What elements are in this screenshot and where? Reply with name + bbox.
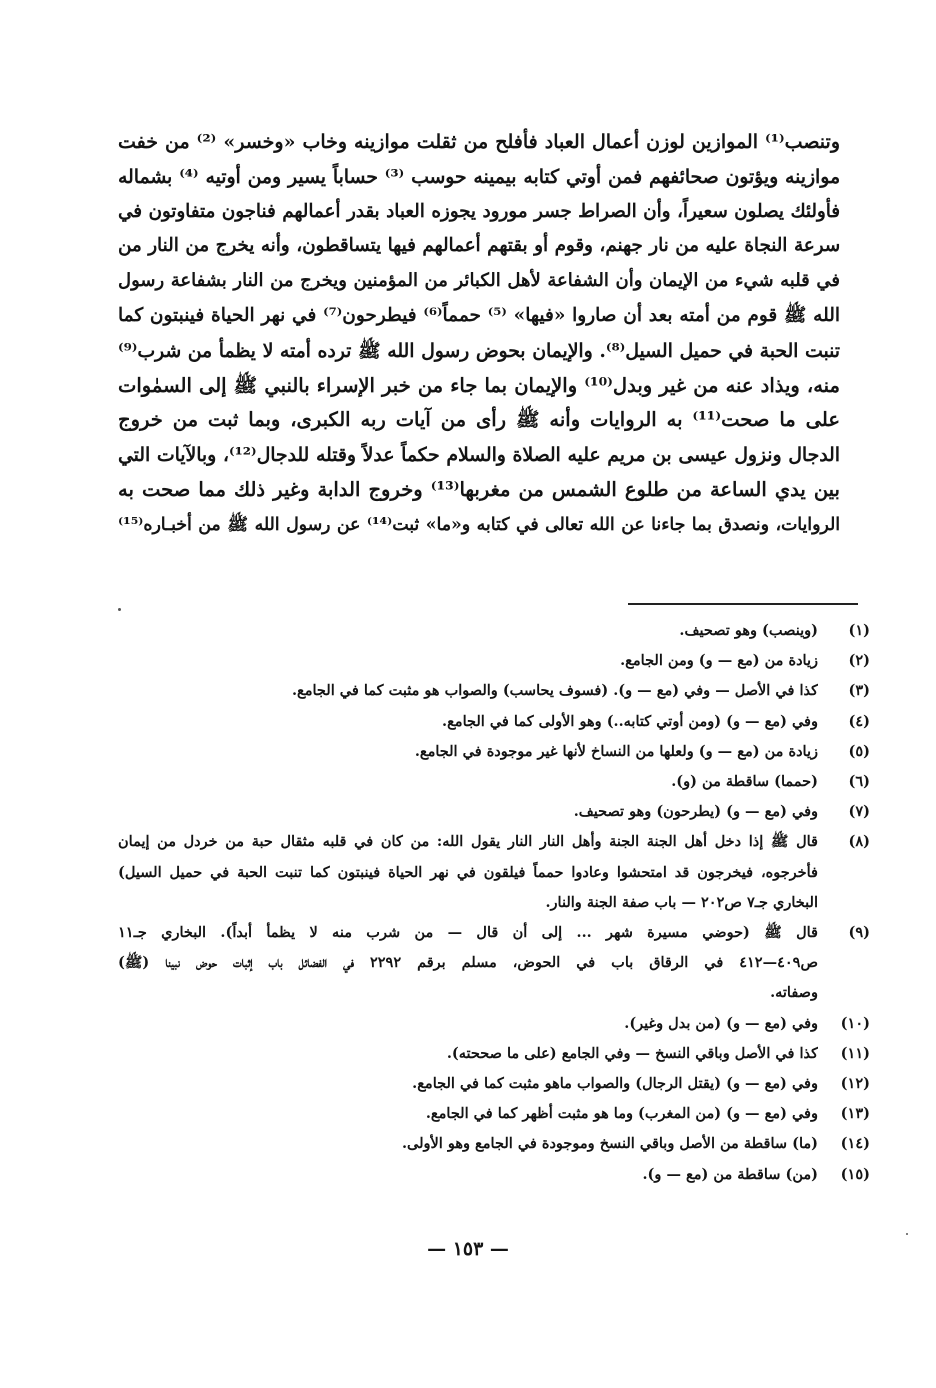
scan-speck [118, 608, 121, 611]
footnote [118, 767, 870, 797]
footnote-text [118, 1160, 818, 1190]
footnote-line: ص٤٠٩—٤١٢ في الرقاق باب في الحوض، مسلم برقم ٢٢٩٢ في الفضائل باب إثبات حوض نبينا (ﷺ) [118, 954, 818, 972]
footnote [118, 827, 870, 918]
body-line: موازينه ويؤتون صحائفهم فمن أوتي كتابه بيمينه حوسب ⁽³⁾ حساباً يسير ومن أوتيه ⁽⁴⁾ بشماله [118, 165, 840, 188]
footnote [118, 918, 870, 1009]
footnote-line: وفي (مع — و) (يقتل الرجال) والصواب ماهو مثبت كما في الجامع. [412, 1075, 818, 1093]
footnote-text [118, 1009, 818, 1039]
footnote-line: قال ﷺ (حوضي مسيرة شهر ... إلى أن قال — من شرب منه لا يظمأ أبداً). البخاري جـ١١ [118, 924, 818, 942]
footnote-number: (٣) [848, 682, 870, 700]
footnote [118, 676, 870, 706]
footnote-number: (١٤) [840, 1135, 870, 1153]
footnote-line: البخاري جـ٧ ص٢٠٢ — باب صفة الجنة والنار. [545, 893, 818, 911]
footnote [118, 1099, 870, 1129]
footnote-text [118, 827, 818, 918]
footnote-line: (ما) ساقطة من الأصل وباقي النسخ وموجودة في الجامع وهو الأولى. [401, 1135, 818, 1153]
footnote [118, 707, 870, 737]
footnote [118, 737, 870, 767]
footnote-line: زيادة من (مع — و) ومن الجامع. [620, 652, 818, 670]
body-line: وتنصب⁽¹⁾ الموازين لوزن أعمال العباد فأفلح من ثقلت موازينه وخاب «وخسر» ⁽²⁾ من خفت [118, 131, 840, 153]
footnote-number: (٧) [848, 803, 870, 821]
footnote [118, 646, 870, 676]
footnote-line: كذا في الأصل وباقي النسخ — وفي الجامع (على ما صححته). [446, 1044, 818, 1062]
footnote-line: وفي (مع — و) (ومن أوتي كتابه..) وهو الأولى كما في الجامع. [442, 712, 818, 730]
footnote [118, 1069, 870, 1099]
footnote-number: (٢) [848, 652, 870, 670]
footnote-number: (٩) [848, 924, 870, 942]
footnote-number: (١٣) [840, 1105, 870, 1123]
body-line: سرعة النجاة عليه من نار جهنم، وقوم أو بقتهم أعمالهم فيها يتساقطون، وأنه يخرج من النار من [118, 235, 840, 257]
footnote [118, 797, 870, 827]
footnote [118, 1160, 870, 1190]
footnote-line: زيادة من (مع — و) ولعلها من النساخ لأنها غير موجودة في الجامع. [414, 742, 818, 760]
body-line: منه، ويذاد عنه من غير وبدل⁽¹⁰⁾ والإيمان بما جاء من خبر الإسراء بالنبي ﷺ إلى السمٰوات [118, 373, 840, 397]
footnote-number: (١٥) [840, 1165, 870, 1183]
body-line: في قلبه شيء من الإيمان وأن الشفاعة لأهل الكبائر من المؤمنين ويخرج من النار بشفاعة رسول [118, 270, 840, 292]
footnotes-list [118, 616, 870, 1190]
footnote-line: (من) ساقطة من (مع — و). [642, 1165, 818, 1183]
footnote-text [118, 918, 818, 1009]
footnote-number: (٨) [848, 833, 870, 851]
footnote-line: كذا في الأصل — وفي (مع — و). (فسوف يحاسب) والصواب هو مثبت كما في الجامع. [291, 682, 818, 700]
footnote-text [118, 1069, 818, 1099]
footnote-number: (١٢) [840, 1075, 870, 1093]
footnote-line: فأخرجوه، فيخرجون قد امتحشوا وعادوا حمماً فيلقون في نهر الحياة فينبتون كما تنبت الحبة في حميل السيل) [118, 863, 818, 881]
body-line: فأولئك يصلون سعيراً، وأن الصراط جسر مورود يجوزه العباد بقدر أعمالهم فناجون متفاوتون في [118, 200, 840, 222]
footnote-number: (٦) [848, 773, 870, 791]
body-line: بين يدي الساعة من طلوع الشمس من مغربها⁽¹³⁾ وخروج الدابة وغير ذلك مما صحت به [118, 477, 840, 501]
footnote-text [118, 616, 818, 646]
footnote-text [118, 1039, 818, 1069]
body-line: الروايات، ونصدق بما جاءنا عن الله تعالى في كتابه و«ما» ثبت⁽¹⁴⁾ عن رسول الله ﷺ من أخبـاره⁽¹⁵⁾ [118, 514, 840, 535]
footnote-number: (١) [848, 622, 870, 639]
footnote-line: وصفاته. [770, 984, 818, 1002]
footnote-text [118, 646, 818, 676]
footnote [118, 616, 870, 646]
footnote [118, 1009, 870, 1039]
footnote-text [118, 676, 818, 706]
footnote-number: (٤) [848, 712, 870, 730]
footnote-text [118, 707, 818, 737]
footnote-line: وفي (مع — و) (يطرحون) وهو تصحيف. [573, 803, 818, 821]
footnote-line: وفي (مع — و) (من المغرب) وما هو مثبت أظهر كما في الجامع. [425, 1105, 818, 1123]
footnote [118, 1039, 870, 1069]
footnote-text [118, 797, 818, 827]
footnote-text [118, 737, 818, 767]
footnote-number: (١٠) [840, 1014, 870, 1032]
footnote-text [118, 767, 818, 797]
footnote-text [118, 1099, 818, 1129]
page-number: — ١٥٣ — [427, 1238, 509, 1260]
scan-speck [906, 1233, 908, 1235]
footnote-separator-line [628, 603, 858, 605]
footnote-line: (وينصب) وهو تصحيف. [679, 622, 818, 639]
footnote-number: (٥) [848, 742, 870, 760]
body-line: على ما صحت⁽¹¹⁾ به الروايات وأنه ﷺ رأى من آيات ربه الكبرى، وبما ثبت من خروج [118, 408, 840, 432]
footnote-text [118, 1129, 818, 1159]
footnote [118, 1129, 870, 1159]
body-line: الله ﷺ قوم من أمته بعد أن صاروا «فيها» ⁽⁵⁾ حمماً⁽⁶⁾ فيطرحون⁽⁷⁾ في نهر الحياة فينبتون كما [118, 304, 840, 326]
footnote-number: (١١) [840, 1044, 870, 1062]
footnote-line: (حمما) ساقطة من (و). [671, 773, 818, 791]
body-line: تنبت الحبة في حميل السيل⁽⁸⁾. والإيمان بحوض رسول الله ﷺ ترده أمته لا يظمأ من شرب⁽⁹⁾ [118, 339, 840, 362]
footnote-line: قال ﷺ إذا دخل أهل الجنة الجنة وأهل النار النار يقول الله: من كان في قلبه مثقال حبة من خردل من إيمان [118, 833, 818, 851]
body-line: الدجال ونزول عيسى بن مريم عليه الصلاة والسلام حكماً عدلاً وقتله للدجال⁽¹²⁾، وبالآيات التي [118, 444, 840, 467]
main-body-text [118, 125, 840, 543]
footnote-line: وفي (مع — و) (من بدل وغير). [624, 1014, 818, 1032]
